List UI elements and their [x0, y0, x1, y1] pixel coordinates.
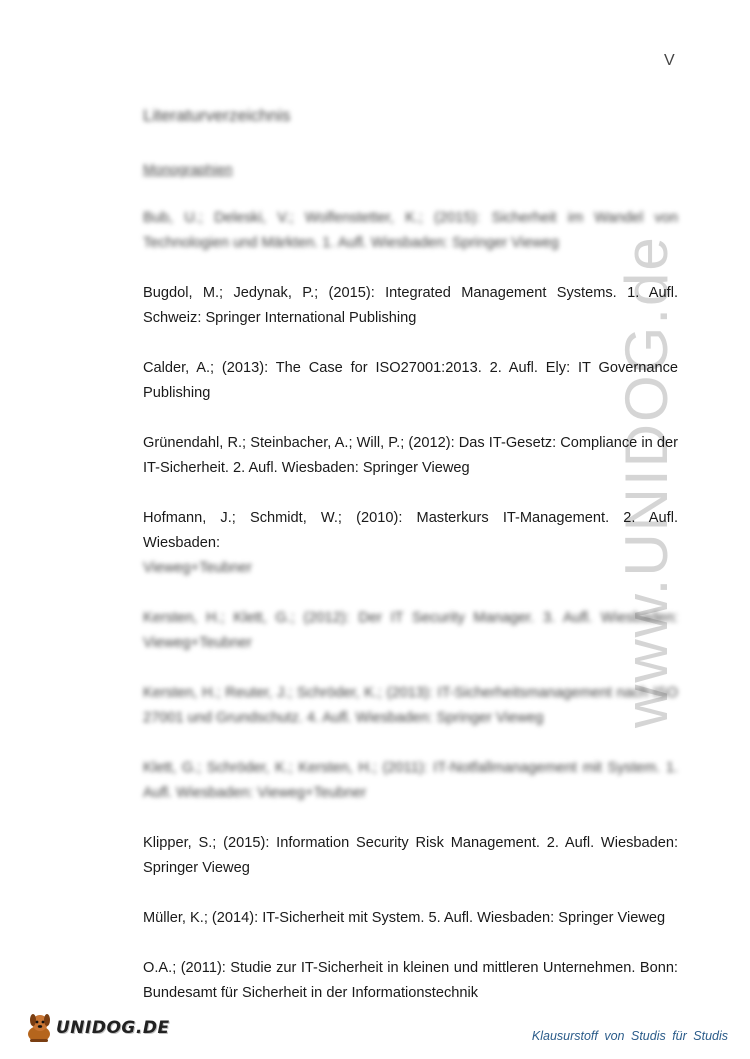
logo-text: UNIDOG.DE: [56, 1018, 170, 1038]
reference-item: [143, 831, 678, 881]
reference-item: [143, 356, 678, 406]
reference-item: [143, 956, 678, 1006]
reference-text: O.A.; (2011): Studie zur IT-Sicherheit in kleinen und mittleren Unternehmen. Bonn: Bundesamt für Sicherheit in der Informationstechnik: [143, 960, 678, 1001]
reference-text: Hofmann, J.; Schmidt, W.; (2010): Masterkurs IT-Management. 2. Aufl. Wiesbaden:: [143, 510, 678, 551]
page-title: Literaturverzeichnis: [143, 106, 291, 125]
reference-text: Klipper, S.; (2015): Information Security Risk Management. 2. Aufl. Wiesbaden: Springer Vieweg: [143, 835, 678, 876]
reference-list: [143, 206, 678, 1031]
watermark: www.UNIDOG.de: [613, 235, 680, 728]
section-heading: Monographien: [143, 161, 233, 177]
reference-text: Grünendahl, R.; Steinbacher, A.; Will, P.; (2012): Das IT-Gesetz: Compliance in der IT-Sicherheit. 2. Aufl. Wiesbaden: Springer Vieweg: [143, 435, 678, 476]
reference-text: Kersten, H.; Klett, G.; (2012): Der IT Security Manager. 3. Aufl. Wiesbaden: Vieweg+Teubner: [143, 610, 678, 651]
reference-text: Klett, G.; Schröder, K.; Kersten, H.; (2011): IT-Notfallmanagement mit System. 1. Aufl. Wiesbaden: Vieweg+Teubner: [143, 760, 678, 801]
reference-item: [143, 681, 678, 731]
reference-text: Bugdol, M.; Jedynak, P.; (2015): Integrated Management Systems. 1. Aufl. Schweiz: Springer International Publishing: [143, 285, 678, 326]
footer-tagline: Klausurstoff von Studis für Studis: [531, 1029, 728, 1043]
reference-item: [143, 756, 678, 806]
reference-item: [143, 206, 678, 256]
reference-text: Müller, K.; (2014): IT-Sicherheit mit System. 5. Aufl. Wiesbaden: Springer Vieweg: [143, 910, 666, 926]
dog-icon: [24, 1012, 54, 1044]
reference-item: [143, 506, 678, 581]
reference-text: Calder, A.; (2013): The Case for ISO27001:2013. 2. Aufl. Ely: IT Governance Publishing: [143, 360, 678, 401]
reference-text: Kersten, H.; Reuter, J.; Schröder, K.; (2013): IT-Sicherheitsmanagement nach ISO 27001 und Grundschutz. 4. Aufl. Wiesbaden: Springer Vieweg: [143, 685, 678, 726]
reference-text: Bub, U.; Deleski, V.; Wolfenstetter, K.; (2015): Sicherheit im Wandel von Technologien und Märkten. 1. Aufl. Wiesbaden: Springer Vieweg: [143, 210, 678, 251]
reference-item: [143, 431, 678, 481]
reference-item: [143, 906, 678, 931]
unidog-logo: [24, 1012, 170, 1044]
reference-item: [143, 281, 678, 331]
page-number: V: [664, 52, 675, 69]
reference-text-continuation: Vieweg+Teubner: [143, 560, 252, 576]
reference-item: [143, 606, 678, 656]
